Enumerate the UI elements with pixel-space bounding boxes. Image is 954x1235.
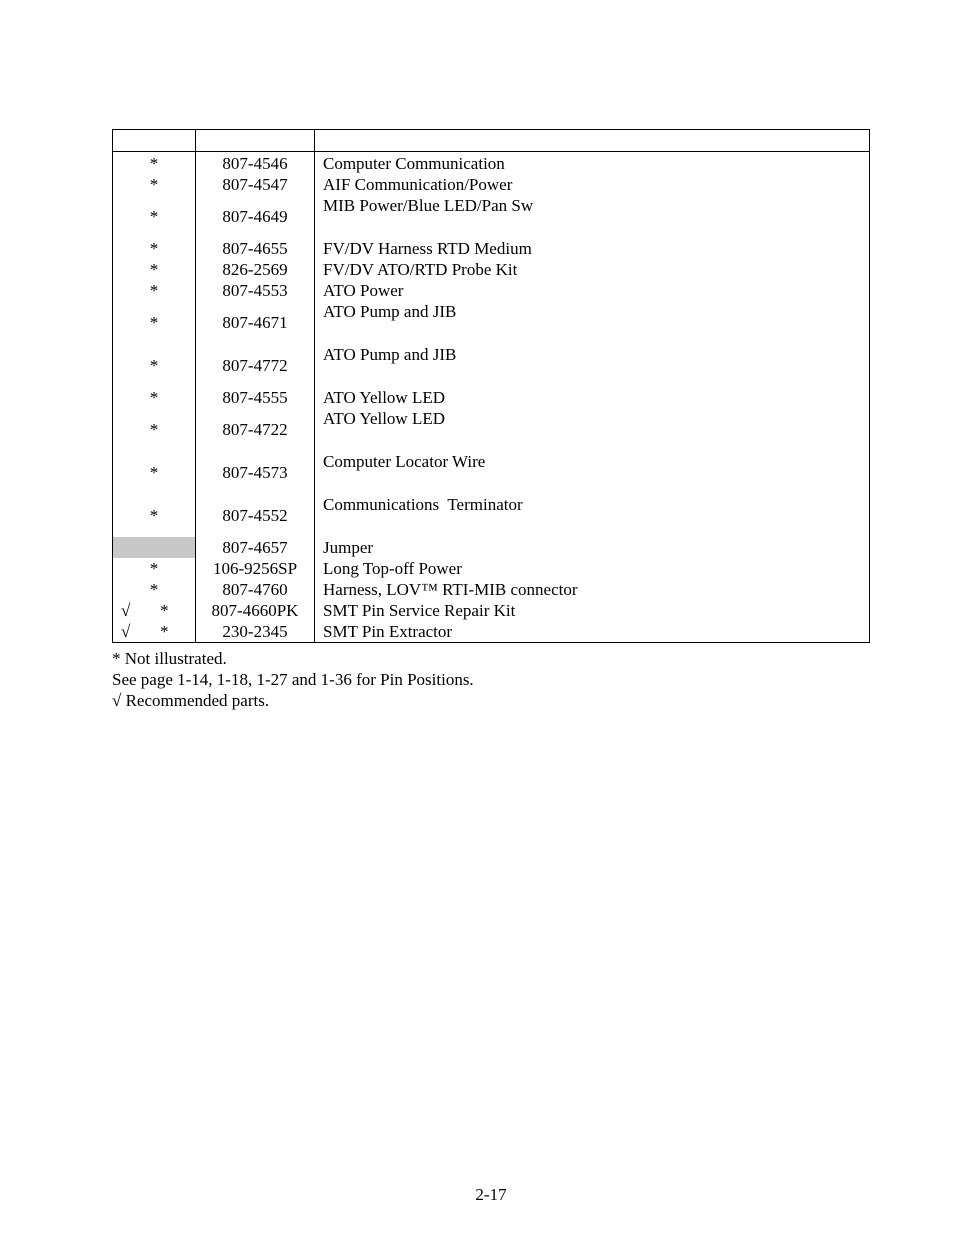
mark-cell xyxy=(113,579,196,600)
part-number: 106-9256SP xyxy=(212,559,298,578)
mark-cell xyxy=(113,408,196,451)
table-row xyxy=(113,238,870,259)
table-row xyxy=(113,621,870,643)
part-description: ATO Pump and JIB xyxy=(323,302,457,321)
table-row xyxy=(113,537,870,558)
part-number: 230-2345 xyxy=(222,622,288,641)
description-cell xyxy=(315,344,870,387)
part-description: Computer Locator Wire xyxy=(323,452,486,471)
part-number-cell xyxy=(196,259,315,280)
page-number: 2-17 xyxy=(475,1185,507,1204)
part-number-cell xyxy=(196,195,315,238)
mark-cell xyxy=(113,387,196,408)
not-illustrated-mark: * xyxy=(149,559,159,578)
not-illustrated-mark: * xyxy=(149,463,159,482)
not-illustrated-mark: * xyxy=(149,281,159,300)
part-number-cell xyxy=(196,408,315,451)
mark-cell xyxy=(113,174,196,195)
part-number-cell xyxy=(196,387,315,408)
mark-cell xyxy=(113,152,196,175)
table-row xyxy=(113,408,870,451)
part-number: 807-4657 xyxy=(222,538,288,557)
part-number: 807-4760 xyxy=(222,580,288,599)
table-row xyxy=(113,451,870,494)
part-description: Long Top-off Power xyxy=(323,559,462,578)
table-row xyxy=(113,600,870,621)
description-cell xyxy=(315,600,870,621)
description-cell xyxy=(315,621,870,643)
not-illustrated-mark: * xyxy=(160,622,169,641)
table-row xyxy=(113,152,870,175)
parts-table xyxy=(112,129,870,643)
part-description: SMT Pin Service Repair Kit xyxy=(323,601,516,620)
not-illustrated-mark: * xyxy=(149,175,159,194)
part-number: 807-4553 xyxy=(222,281,288,300)
description-cell xyxy=(315,579,870,600)
not-illustrated-mark: * xyxy=(149,154,159,173)
part-number: 807-4555 xyxy=(222,388,288,407)
description-cell xyxy=(315,174,870,195)
note-recommended: √ Recommended parts. xyxy=(112,691,270,710)
part-number-cell xyxy=(196,537,315,558)
table-row xyxy=(113,280,870,301)
not-illustrated-mark: * xyxy=(149,580,159,599)
mark-cell xyxy=(113,238,196,259)
part-description: MIB Power/Blue LED/Pan Sw xyxy=(323,196,534,215)
part-number-cell xyxy=(196,152,315,175)
part-number-cell xyxy=(196,238,315,259)
table-row xyxy=(113,558,870,579)
not-illustrated-mark: * xyxy=(149,506,159,525)
description-cell xyxy=(315,537,870,558)
header-cell-mark xyxy=(113,130,196,152)
part-number: 807-4722 xyxy=(222,420,288,439)
mark-cell xyxy=(113,195,196,238)
part-number: 807-4655 xyxy=(222,239,288,258)
part-number: 807-4772 xyxy=(222,356,288,375)
part-description: ATO Yellow LED xyxy=(323,409,446,428)
part-number: 807-4671 xyxy=(222,313,288,332)
mark-cell xyxy=(113,621,196,643)
part-number-cell xyxy=(196,174,315,195)
header-cell-description xyxy=(315,130,870,152)
part-number-cell xyxy=(196,579,315,600)
table-row xyxy=(113,494,870,537)
part-number-cell xyxy=(196,301,315,344)
part-description: FV/DV Harness RTD Medium xyxy=(323,239,532,258)
part-number: 807-4546 xyxy=(222,154,288,173)
note-pin-positions: See page 1-14, 1-18, 1-27 and 1-36 for Pin Positions. xyxy=(112,670,474,689)
mark-cell xyxy=(113,259,196,280)
part-number-cell xyxy=(196,621,315,643)
part-number: 807-4660PK xyxy=(211,601,299,620)
recommended-mark: √ xyxy=(121,622,131,641)
not-illustrated-mark: * xyxy=(149,388,159,407)
part-description: FV/DV ATO/RTD Probe Kit xyxy=(323,260,518,279)
part-number-cell xyxy=(196,494,315,537)
part-number-cell xyxy=(196,451,315,494)
description-cell xyxy=(315,301,870,344)
notes xyxy=(112,648,474,711)
table-row xyxy=(113,259,870,280)
description-cell xyxy=(315,238,870,259)
part-description: ATO Pump and JIB xyxy=(323,345,457,364)
part-number-cell xyxy=(196,600,315,621)
part-number-cell xyxy=(196,280,315,301)
mark-cell xyxy=(113,344,196,387)
part-number-cell xyxy=(196,558,315,579)
not-illustrated-mark: * xyxy=(149,260,159,279)
part-description: ATO Power xyxy=(323,281,404,300)
table-row xyxy=(113,195,870,238)
not-illustrated-mark: * xyxy=(149,313,159,332)
table-row xyxy=(113,301,870,344)
mark-cell xyxy=(113,280,196,301)
part-description: Computer Communication xyxy=(323,154,505,173)
description-cell xyxy=(315,558,870,579)
not-illustrated-mark: * xyxy=(149,239,159,258)
part-description: Harness, LOV™ RTI-MIB connector xyxy=(323,580,578,599)
description-cell xyxy=(315,152,870,175)
mark-cell xyxy=(113,301,196,344)
part-description: ATO Yellow LED xyxy=(323,388,446,407)
description-cell xyxy=(315,195,870,238)
parts-table-body xyxy=(113,130,870,643)
table-row xyxy=(113,387,870,408)
description-cell xyxy=(315,451,870,494)
table-row xyxy=(113,344,870,387)
mark-cell xyxy=(113,494,196,537)
part-number: 807-4552 xyxy=(222,506,288,525)
not-illustrated-mark: * xyxy=(149,356,159,375)
part-description: SMT Pin Extractor xyxy=(323,622,453,641)
part-number: 826-2569 xyxy=(222,260,288,279)
table-row xyxy=(113,174,870,195)
description-cell xyxy=(315,280,870,301)
not-illustrated-mark: * xyxy=(149,207,159,226)
description-cell xyxy=(315,387,870,408)
mark-cell xyxy=(113,558,196,579)
part-number: 807-4547 xyxy=(222,175,288,194)
description-cell xyxy=(315,408,870,451)
recommended-mark: √ xyxy=(121,601,131,620)
not-illustrated-mark: * xyxy=(160,601,169,620)
note-not-illustrated: * Not illustrated. xyxy=(112,649,227,668)
part-description: AIF Communication/Power xyxy=(323,175,513,194)
mark-cell xyxy=(113,451,196,494)
part-number-cell xyxy=(196,344,315,387)
mark-cell xyxy=(113,600,196,621)
header-cell-part xyxy=(196,130,315,152)
part-description: Communications Terminator xyxy=(323,495,523,514)
mark-cell xyxy=(113,537,196,558)
part-number: 807-4573 xyxy=(222,463,288,482)
description-cell xyxy=(315,494,870,537)
table-row xyxy=(113,579,870,600)
table-header-row xyxy=(113,130,870,152)
not-illustrated-mark: * xyxy=(149,420,159,439)
description-cell xyxy=(315,259,870,280)
part-description: Jumper xyxy=(323,538,374,557)
part-number: 807-4649 xyxy=(222,207,288,226)
